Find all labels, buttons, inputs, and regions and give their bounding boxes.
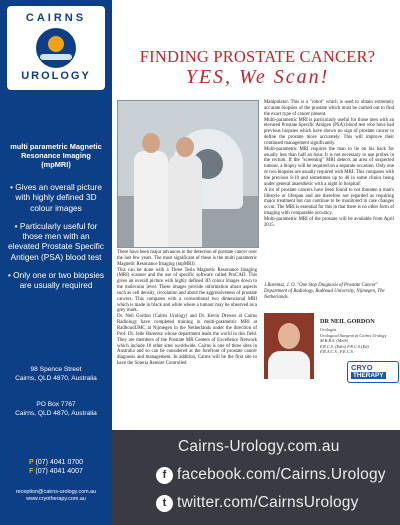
website-row[interactable] [178,438,340,456]
cryotherapy-logo [347,361,399,383]
facebook-icon[interactable]: f [156,467,173,484]
fax-label: F [29,468,34,475]
article-paragraph: This can be done with a Three Tesla Magnetic Resonance Imaging (MRI) scanner and the use of specific software called ProCAD. This gives an overall picture with highly defined 3D colour images down to the molecular level. These images provide information about aspects such as cell density, circulation and about the aggressiveness of prostate cancers. This compares with a conventional two dimensional MRI which is made in black and white where a tumour may be observed as a grey mark. [117,267,257,314]
credential-line: M.B.B.S. (Melb) [320,338,349,344]
fax-line [6,467,106,476]
article-paragraph: Multi-parametric MRI of the prostate will be available from April 2015. [264,216,394,228]
sidebar-bullet: • Only one or two biopsies are usually required [7,270,105,291]
twitter-link[interactable]: twitter.com/CairnsUrology [177,494,359,511]
doctor-portrait [264,313,314,379]
fax-number: (07) 4041 4007 [35,468,83,475]
sidebar-bullet-text: Only one or two biopsies are usually required [13,270,105,291]
email-link[interactable]: reception@cairns-urology.com.au [15,489,97,495]
cryo-logo-bottom: THERAPY [353,372,384,379]
phone-number[interactable]: (07) 4041 0700 [35,459,84,466]
article-column-left [117,250,257,367]
phone-line [6,458,106,467]
article-paragraph: Manipulator. This is a "robot" which is used to obtain extremely accurate biopsies of the prostate which must be carried out to find the exact type of cancer present. [264,100,394,117]
phone-label: P [28,459,34,466]
sun-icon [48,36,64,52]
facebook-link[interactable]: facebook.com/Cairns.Urology [177,466,386,483]
reference-citation: J.Barentsz, J. O. "One Stop Diagnosis of Prostate Cancer" Department of Radiology, Radboud University, Nijmegen, The Netherlands. [264,283,385,300]
website-link[interactable]: www.cryotherapy.com.au [26,496,86,502]
article-paragraph: Dr. Neil Gordon (Cairns Urology) and Dr. Kevin Drewes at Cairns Radiology have completed training in multi-parametric MRI at RadboudUMC at Nijmegen in the Netherlands under the direction of Prof. Dr. Jelle Barentsz whose department leads the world in this field. They are members of the Prostate MR Centers of Excellence Network which include 10 other sites worldwide. Cairns is one of three sites in Australia and so can be considered at the forefront of prostate cancer diagnosis and management. In addition, Cairns will be the first site to have the Soteria Remote Controlled [117,314,257,367]
headline-question: FINDING PROSTATE CANCER? [139,47,376,66]
credential-line: Urologist [320,327,337,332]
sidebar-bullet-text: Gives an overall picture with highly defined 3D colour images [15,182,102,213]
article-paragraph: Multi-parametric MRI is particularly useful for those men with an elevated Prostate Specific Antigen (PSA) blood test who have had previous biopsies which have shown no sign of prostate cancer to define the prostate more accurately. This will improve their continued management significantly. [264,117,394,146]
street-address [6,366,106,383]
article-paragraph: There have been major advances in the detection of prostate cancer over the last few years. The most significant of these is the multi parametric Magnetic Resonance Imaging (mpMRI). [117,250,257,267]
cryo-logo-top: CRYO [351,363,373,372]
article-column-right [264,100,394,229]
twitter-row[interactable] [156,494,359,512]
twitter-icon[interactable]: t [156,495,173,512]
credential-line: F.R.C.S. (Edin) F.R.C.S.(Ed) [320,343,369,349]
social-banner [112,430,400,525]
headline-answer: YES, We Scan! [185,66,330,88]
po-box-line: PO Box 7767 [36,401,76,408]
doctor-coat [268,351,310,379]
mri-room-photo [117,100,259,248]
online-contacts [6,489,106,503]
doctor-figure-left [134,151,168,247]
po-box-line: Cairns, QLD 4870, Australia [15,409,97,417]
doctor-head-left [142,133,160,153]
address-line: 98 Spence Street [30,366,82,373]
sidebar-bullet-text: Particularly useful for those men with an elevated Prostate Specific Antigen (PSA) blood test [8,220,104,262]
doctor-name: DR NEIL GORDON [320,318,375,325]
article-paragraph: A lot of prostate cancers have been found to not threaten a man's lifestyle or lifespan and are therefore not regarded as requiring major treatment but can continue to be monitored in case changes occur. The MRI is essential for this in that there is no other form of imaging with comparable accuracy. [264,187,394,217]
logo-bottom-text: UROLOGY [21,70,91,82]
logo-top-text: CAIRNS [25,12,87,24]
doctor-head-right [176,137,194,157]
contact-numbers [6,458,106,476]
sidebar-bullet: • Gives an overall picture with highly defined 3D colour images [10,182,102,213]
doctor-face [278,323,300,349]
cairns-urology-logo [7,6,105,90]
doctor-figure-right [168,155,202,247]
po-box-address [6,401,106,418]
website-text[interactable]: Cairns-Urology.com.au [178,438,340,455]
address-line: Cairns, QLD 4870, Australia [15,374,97,382]
sidebar-bullet: • Particularly useful for those men with an elevated Prostate Specific Antigen (PSA) blood test [8,220,104,262]
sidebar [0,0,112,525]
sidebar-bullet-list [6,182,106,299]
wave-icon [40,54,72,60]
credential-line: Urological Surgeon at Cairns Urology [320,332,387,338]
sidebar-heading: multi parametric Magnetic Resonance Imaging (mpMRI) [10,142,102,169]
facebook-row[interactable] [156,466,386,484]
doctor-credentials [320,327,396,355]
article-paragraph: Multi-parametric MRI requires the man to lie on his back for usually less than half an hour. It is not necessary to use probes in the rectum. If the "screening" MRI detects an area of suspected tumour, a biopsy will be required on a separate occasion. Only one or two biopsies are usually required with MRI. This compares with the previous 8-10 and sometimes up to 40 in some clinics being under general anaesthetic with a night in hospital! [264,146,394,187]
credential-line: F.R.A.C.S., F.E.C.S. [320,349,354,355]
